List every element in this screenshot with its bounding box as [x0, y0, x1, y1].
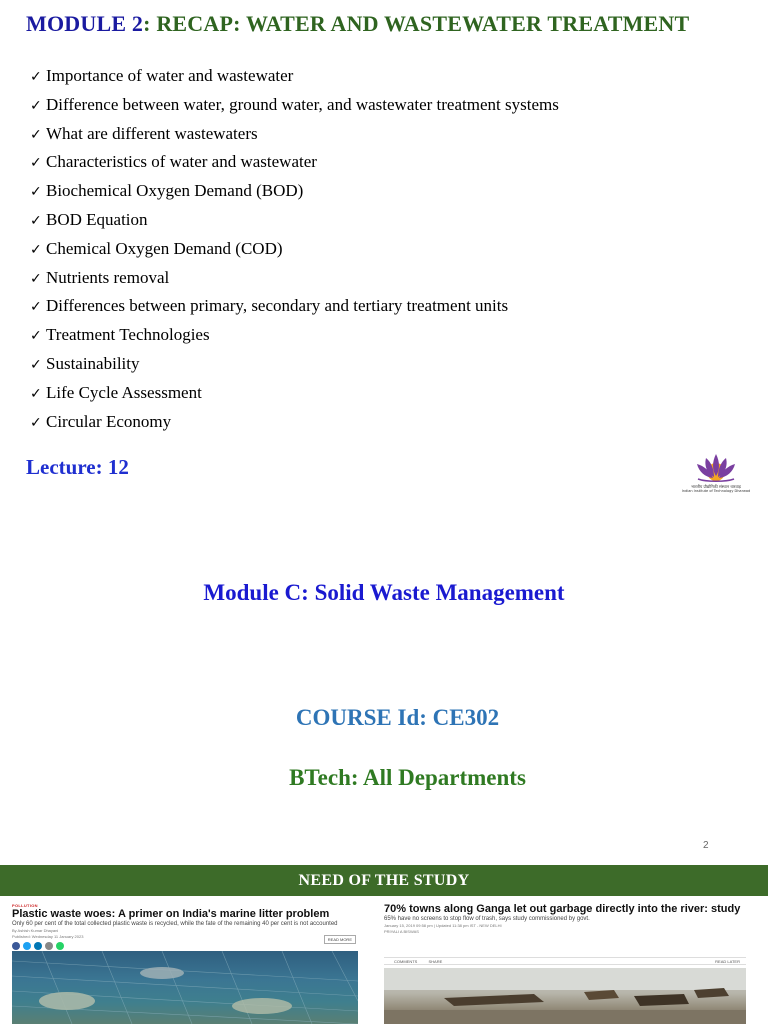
article-headline: 70% towns along Ganga let out garbage directly into the river: study: [384, 903, 741, 915]
checklist-item-text: Chemical Oxygen Demand (COD): [46, 238, 283, 258]
checklist-item: [30, 62, 559, 91]
article-date: Published: Wednesday 11 January 2023: [12, 934, 84, 939]
module-c-heading: Module C: Solid Waste Management: [203, 580, 565, 605]
river-boats-photo: [384, 968, 746, 1024]
check-icon: ✓: [30, 385, 42, 402]
title-module-label: MODULE 2: [26, 11, 144, 36]
checklist-item: [30, 264, 559, 293]
lecture-number: Lecture: 12: [26, 455, 129, 479]
checklist-item-text: Biochemical Oxygen Demand (BOD): [46, 181, 304, 201]
article-toolbar: [384, 957, 746, 965]
checklist-item: [30, 91, 559, 120]
logo-text-hindi: भारतीय प्रौद्योगिकी संस्थान धारवाड़: [691, 484, 741, 489]
check-icon: ✓: [30, 212, 42, 229]
article-plastic-waste: [12, 903, 358, 1024]
checklist-item: [30, 148, 559, 177]
email-icon: [45, 942, 53, 950]
check-icon: ✓: [30, 328, 42, 345]
slide-title: [26, 11, 756, 37]
check-icon: ✓: [30, 184, 42, 201]
article-tag: POLLUTION: [12, 903, 38, 908]
share-icons: [12, 942, 358, 950]
checklist-item: [30, 206, 559, 235]
linkedin-icon: [34, 942, 42, 950]
marine-litter-photo: [12, 951, 358, 1024]
checklist-item: [30, 177, 559, 206]
river-boats-illustration: [384, 968, 746, 1024]
checklist-item: [30, 235, 559, 264]
checklist-item: [30, 120, 559, 149]
facebook-icon: [12, 942, 20, 950]
share-link: SHARE: [428, 959, 443, 964]
institute-logo: [676, 450, 756, 510]
checklist-item: [30, 292, 559, 321]
check-icon: ✓: [30, 414, 42, 431]
lotus-logo-icon: [692, 450, 740, 484]
checklist-item-text: Life Cycle Assessment: [46, 382, 202, 402]
slide-banner: NEED OF THE STUDY: [0, 865, 768, 896]
checklist-item-text: Treatment Technologies: [46, 325, 210, 345]
checklist-item-text: Importance of water and wastewater: [46, 66, 294, 85]
article-subhead: Only 60 per cent of the total collected plastic waste is recycled, while the fate of the remaining 40 per cent is not accounted: [12, 921, 338, 927]
article-date: January 15, 2019 09:58 pm | Updated 11:38 pm IST - NEW DELHI: [384, 923, 502, 928]
checklist-item: [30, 350, 559, 379]
article-ganga-garbage: [384, 903, 746, 1024]
slide-need-of-study: [0, 865, 768, 1024]
twitter-icon: [23, 942, 31, 950]
btech-departments: BTech: All Departments: [289, 765, 526, 790]
article-headline: Plastic waste woes: A primer on India's marine litter problem: [12, 908, 330, 920]
checklist-item-text: Difference between water, ground water, and wastewater treatment systems: [46, 94, 559, 114]
checklist-item-text: What are different wastewaters: [46, 123, 258, 143]
checklist-item-text: Circular Economy: [46, 411, 172, 431]
logo-text-english: Indian Institute of Technology Dharwad: [681, 489, 751, 493]
title-rest-label: : RECAP: WATER AND WASTEWATER TREATMENT: [143, 11, 690, 36]
checklist-item: [30, 408, 559, 437]
read-more-button: READ MORE: [324, 935, 356, 944]
topic-checklist: [30, 62, 559, 436]
article-byline: By Ashish Kumar Dhayani: [12, 928, 59, 933]
checklist-item: [30, 379, 559, 408]
course-id: COURSE Id: CE302: [295, 705, 500, 730]
check-icon: ✓: [30, 126, 42, 143]
article-subhead: 65% have no screens to stop flow of trash, says study commissioned by govt.: [384, 916, 590, 922]
check-icon: ✓: [30, 241, 42, 258]
check-icon: ✓: [30, 356, 42, 373]
page-number: 2: [703, 840, 709, 851]
checklist-item-text: Nutrients removal: [46, 267, 170, 287]
read-later-link: READ LATER: [715, 959, 740, 964]
checklist-item-text: Sustainability: [46, 353, 140, 373]
comments-link: COMMENTS: [394, 959, 418, 964]
check-icon: ✓: [30, 69, 42, 85]
checklist-item: [30, 321, 559, 350]
check-icon: ✓: [30, 97, 42, 114]
check-icon: ✓: [30, 155, 42, 172]
whatsapp-icon: [56, 942, 64, 950]
checklist-item-text: Differences between primary, secondary and tertiary treatment units: [46, 296, 509, 316]
check-icon: ✓: [30, 299, 42, 316]
check-icon: ✓: [30, 270, 42, 287]
checklist-item-text: BOD Equation: [46, 209, 148, 229]
article-author: PRIYALI A BISWAS: [384, 929, 419, 934]
checklist-item-text: Characteristics of water and wastewater: [46, 152, 317, 172]
fish-net-illustration: [12, 951, 358, 1024]
